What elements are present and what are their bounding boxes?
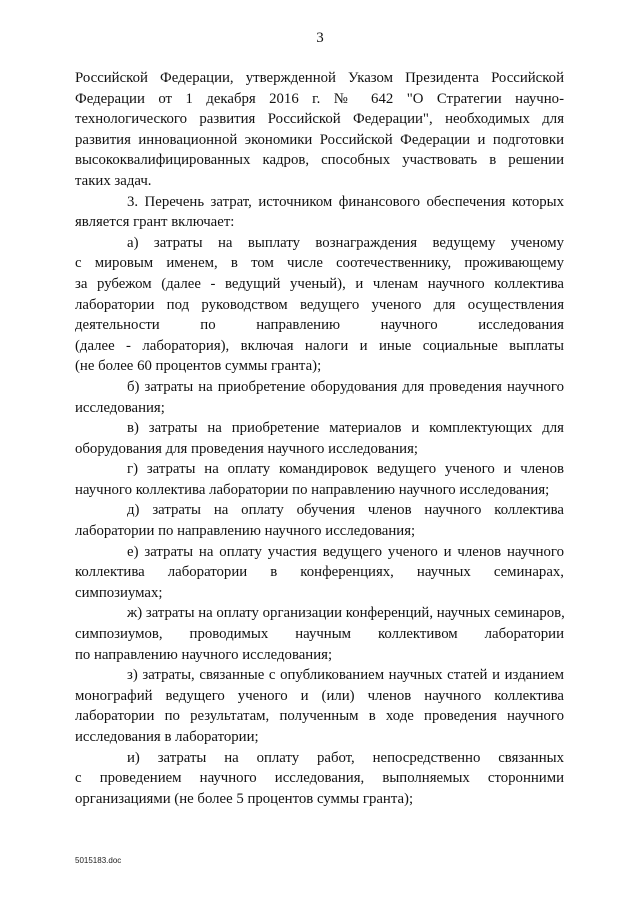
text-line: лаборатории по направлению научного исследования; bbox=[75, 523, 416, 540]
text-line: по направлению научного исследования; bbox=[75, 646, 333, 663]
text-line: Федерации от 1 декабря 2016 г. № 642 "О Стратегии научно- bbox=[75, 90, 564, 107]
text-line: таких задач. bbox=[75, 172, 152, 189]
text-line: за рубежом (далее - ведущий ученый), и членам научного коллектива bbox=[75, 275, 564, 292]
footer-filename: 5015183.doc bbox=[75, 856, 122, 865]
text-line: г) затраты на оплату командировок ведущего ученого и членов bbox=[127, 461, 564, 478]
text-line: с мировым именем, в том числе соотечественнику, проживающему bbox=[75, 255, 564, 272]
text-line: з) затраты, связанные с опубликованием научных статей и изданием bbox=[127, 667, 564, 684]
text-line: развития инновационной экономики Российской Федерации и подготовки bbox=[75, 131, 564, 148]
text-line: оборудования для проведения научного исследования; bbox=[75, 440, 419, 457]
text-line: Российской Федерации, утвержденной Указом Президента Российской bbox=[75, 70, 564, 86]
text-line: лаборатории по результатам, полученным в ходе проведения научного bbox=[75, 708, 564, 725]
text-line: и) затраты на оплату работ, непосредственно связанных bbox=[127, 749, 564, 766]
text-line: симпозиумах; bbox=[75, 584, 163, 601]
text-line: монографий ведущего ученого и (или) членов научного коллектива bbox=[75, 687, 564, 704]
text-line: является грант включает: bbox=[75, 214, 235, 231]
text-line: д) затраты на оплату обучения членов научного коллектива bbox=[127, 502, 564, 519]
text-line: организациями (не более 5 процентов суммы гранта); bbox=[75, 790, 414, 807]
text-line: высококвалифицированных кадров, способных участвовать в решении bbox=[75, 152, 564, 169]
page-number: 3 bbox=[316, 30, 324, 46]
text-line: 3. Перечень затрат, источником финансового обеспечения которых bbox=[127, 193, 564, 210]
text-line: е) затраты на оплату участия ведущего ученого и членов научного bbox=[127, 543, 564, 560]
text-line: а) затраты на выплату вознаграждения ведущему ученому bbox=[127, 234, 564, 251]
text-line: технологического развития Российской Федерации", необходимых для bbox=[75, 111, 564, 128]
text-line: исследования в лаборатории; bbox=[75, 729, 259, 745]
text-line: научного коллектива лаборатории по направлению научного исследования; bbox=[75, 481, 550, 498]
text-line: (не более 60 процентов суммы гранта); bbox=[75, 358, 322, 375]
text-line: лаборатории под руководством ведущего ученого для осуществления bbox=[75, 296, 564, 313]
text-line: деятельности по направлению научного исследования bbox=[75, 317, 564, 334]
text-line: (далее - лаборатория), включая налоги и иные социальные выплаты bbox=[75, 337, 564, 354]
document-body bbox=[75, 68, 564, 809]
text-line: коллектива лаборатории в конференциях, научных семинарах, bbox=[75, 564, 564, 581]
text-line: в) затраты на приобретение материалов и комплектующих для bbox=[127, 420, 564, 437]
text-line: б) затраты на приобретение оборудования для проведения научного bbox=[127, 378, 564, 395]
text-line: ж) затраты на оплату организации конференций, научных семинаров, bbox=[127, 605, 565, 622]
text-line: исследования; bbox=[75, 399, 165, 416]
text-line: с проведением научного исследования, выполняемых сторонними bbox=[75, 770, 564, 787]
text-line: симпозиумов, проводимых научным коллективом лаборатории bbox=[75, 626, 564, 643]
